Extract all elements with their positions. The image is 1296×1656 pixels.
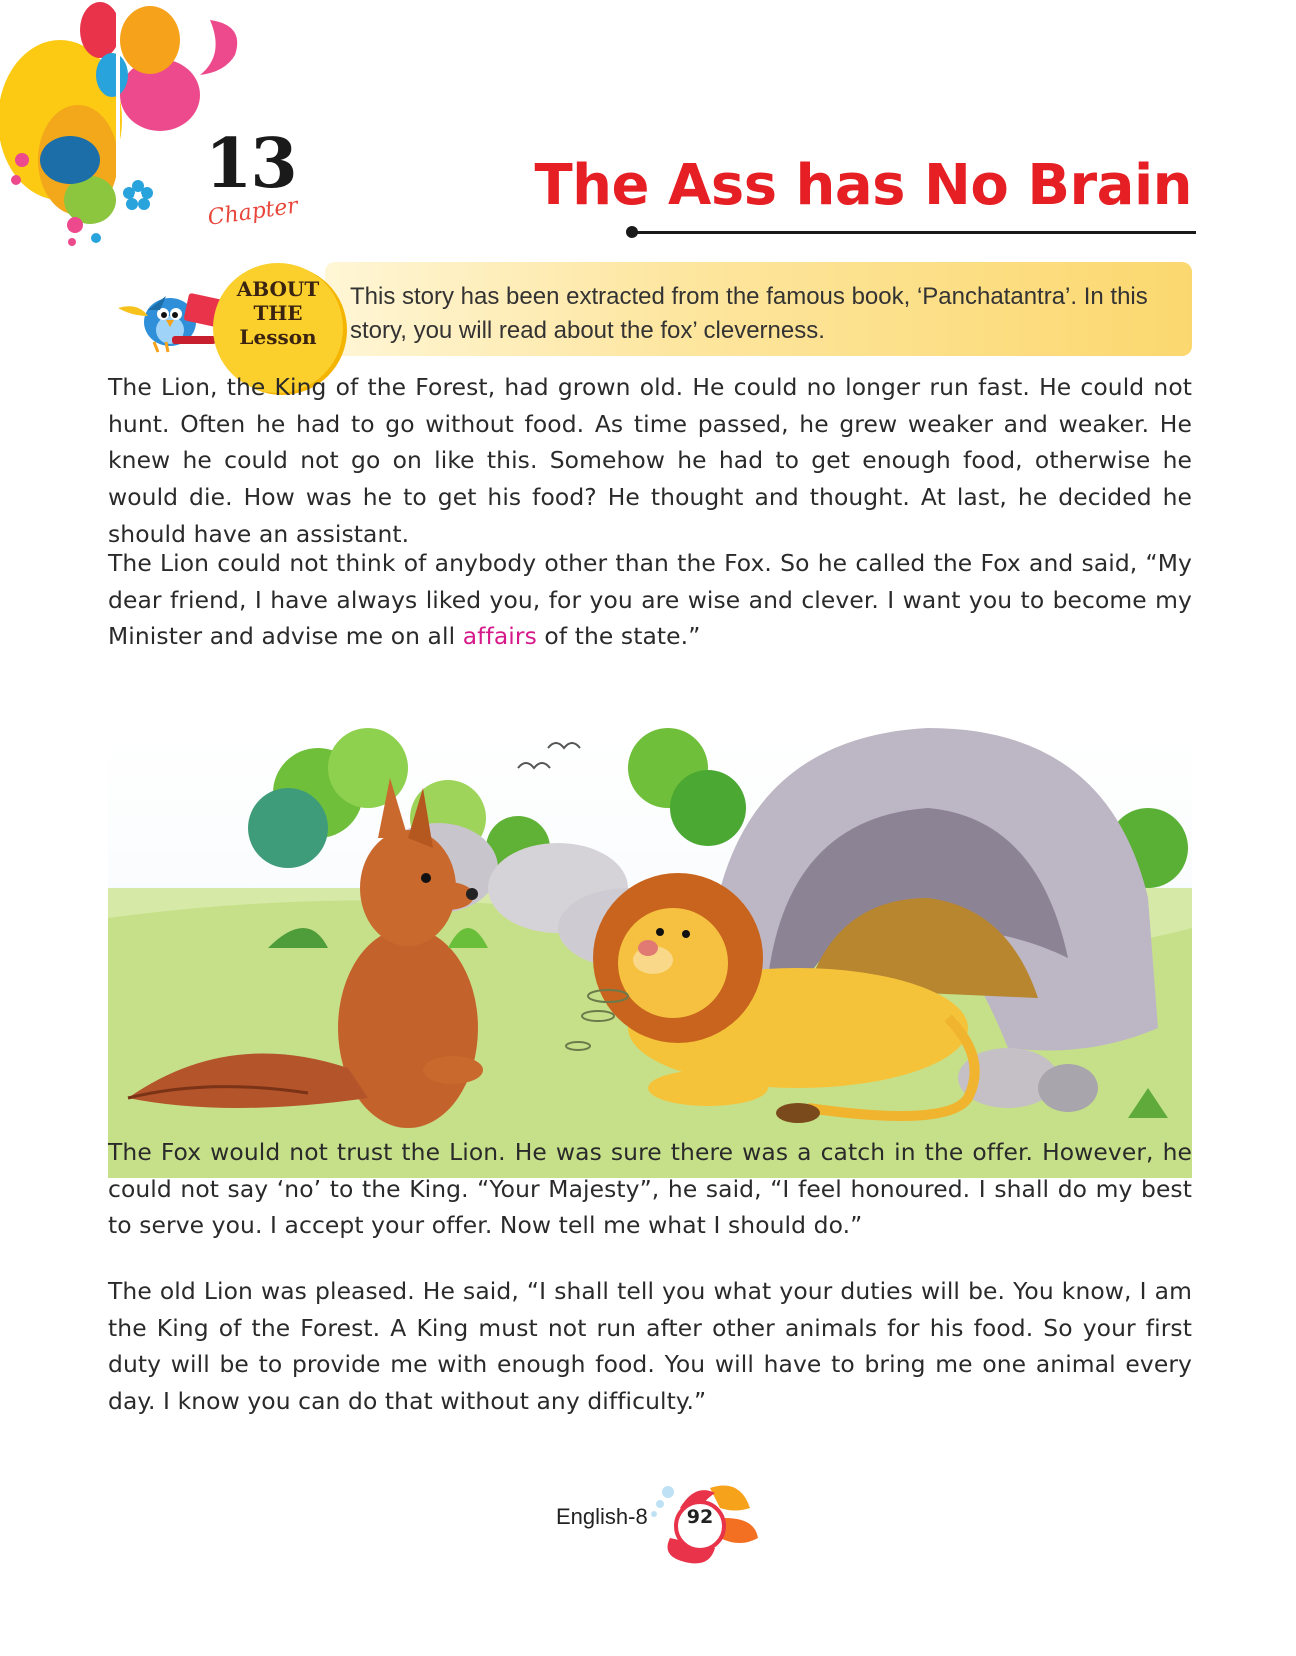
vocabulary-word-affairs: affairs xyxy=(462,622,537,651)
chapter-number: 13 xyxy=(205,124,296,204)
chapter-label: Chapter xyxy=(206,193,300,231)
page-number: 92 xyxy=(686,1506,714,1528)
paragraph-2-text-end: of the state.” xyxy=(536,622,701,651)
about-lesson-text: This story has been extracted from the famous book, ‘Panchatantra’. In this story, you will read about the fox’ cleverness. xyxy=(350,283,1148,344)
title-underline xyxy=(632,231,1196,234)
about-label-line3: Lesson xyxy=(239,325,317,349)
fox-and-lion-illustration xyxy=(108,698,1192,1178)
about-label-line1: ABOUT xyxy=(236,277,320,301)
story-paragraph-1: The Lion, the King of the Forest, had grown old. He could no longer run fast. He could not hunt. Often he had to go without food. As time passed, he grew weaker and weaker. He knew he could not go on like this. Somehow he had to get enough food, otherwise he would die. How was he to get his food? He thought and thought. At last, he decided he should have an assistant. xyxy=(108,373,1192,548)
footer-book-title: English-8 xyxy=(556,1504,648,1529)
story-paragraph-2 xyxy=(108,545,1192,655)
about-lesson-label xyxy=(213,277,343,349)
story-paragraph-4: The old Lion was pleased. He said, “I shall tell you what your duties will be. You know, I am the King of the Forest. A King must not run after other animals for his food. So your first duty will be to provide me with enough food. You will have to bring me one animal every day. I know you can do that without any difficulty.” xyxy=(108,1277,1192,1416)
paragraph-2-text: The Lion could not think of anybody other than the Fox. So he called the Fox and said, “My dear friend, I have always liked you, for you are wise and clever. I want you to become my Minister and advise me on all xyxy=(108,549,1192,651)
story-paragraph-3: The Fox would not trust the Lion. He was sure there was a catch in the offer. However, he could not say ‘no’ to the King. “Your Majesty”, he said, “I feel honoured. I shall do my best to serve you. I accept your offer. Now tell me what I should do.” xyxy=(108,1138,1192,1240)
about-label-line2: THE xyxy=(253,301,303,325)
page-title: The Ass has No Brain xyxy=(534,153,1192,218)
